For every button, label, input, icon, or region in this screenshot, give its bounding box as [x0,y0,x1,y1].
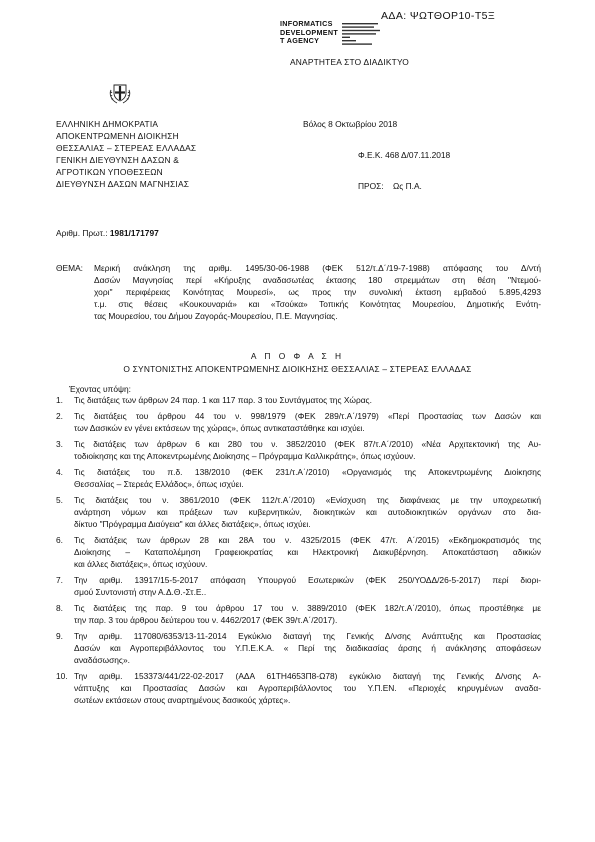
list-item-text [74,602,541,626]
subject-text [94,262,541,322]
list-item-text [74,574,541,598]
list-item-line: Τις διατάξεις του άρθρου 44 του ν. 998/1979 (ΦΕΚ 289/τ.Α΄/1979) «Περί Προστασίας των Δασών και [74,411,541,421]
list-item-line: σμού Συντονιστή στην Α.Δ.Θ.-Στ.Ε.. [74,587,207,597]
list-item [56,438,541,462]
list-item-number: 4. [56,467,63,477]
list-item-line: νάπτυξης και Προστασίας Δασών και Αγροπεριβάλλοντος του Υ.Π.ΕΝ. «Περιοχές κηρυγμένων αναδα- [74,683,541,693]
list-item-line: Τις διατάξεις των άρθρων 24 παρ. 1 και 117 παρ. 3 του Συντάγματος της Χώρας. [74,395,372,405]
having-considered-label: Έχοντας υπόψη: [69,384,131,394]
ada-code: ΑΔΑ: ΨΩΤΘΟΡ10-Τ5Ξ [381,10,496,22]
list-item [56,410,541,434]
protocol-label: Αριθμ. Πρωτ.: [56,228,108,238]
list-item-line: Την αριθμ. 13917/15-5-2017 απόφαση Υπουργού Εσωτερικών (ΦΕΚ 250/ΥΟΔΔ/26-5-2017) περί διορι- [74,575,541,585]
list-item-line: ανάρτηση νόμων και πράξεων των κυβερνητικών, διοικητικών και αυτοδιοικητικών οργάνων στο δια- [74,507,541,517]
protocol-value: 1981/171797 [109,228,159,238]
list-item-number: 7. [56,575,63,585]
list-item-line: Τις διατάξεις του π.δ. 138/2010 (ΦΕΚ 231/τ.Α΄/2010) «Οργανισμός της Αποκεντρωμένης Διοίκησης [74,467,541,477]
list-item-line: Δασών και Αγροπεριβάλλοντος του Υ.Π.Ε.Κ.Α. « Περί της διαδικασίας άρσης ή ανάκλησης αποφάσεων [74,643,541,653]
issuing-authority-block [56,118,196,190]
authority-line: ΘΕΣΣΑΛΙΑΣ – ΣΤΕΡΕΑΣ ΕΛΛΑΔΑΣ [56,143,197,153]
list-item-line: σωτέων εκτάσεων στους αναρτημένους δασικούς χάρτες». [74,695,291,705]
list-item-text [74,410,541,434]
subject-line: τ.μ. στις θέσεις «Κουκουναριά» και «Τσούκα» Τοπικής Κοινότητας Μουρεσίου, Δημοτικής Ενότη- [94,299,541,309]
list-item [56,494,541,530]
list-item [56,602,541,626]
list-item [56,630,541,666]
logo-line-3: T AGENCY [280,36,320,45]
recipient [358,180,422,192]
list-item-line: Τις διατάξεις των άρθρων 6 και 280 του ν. 3852/2010 (ΦΕΚ 87/τ.Α΄/2010) «Νέα Αρχιτεκτονική της Αυ- [74,439,541,449]
authority-line: ΕΛΛΗΝΙΚΗ ΔΗΜΟΚΡΑΤΙΑ [56,119,159,129]
list-item-line: και άλλες διατάξεις», όπως ισχύουν. [74,559,208,569]
subject-line: χορι'' περιφέρειας Κοινότητας Μουρεσί», ως προς την συνολική έκταση εμβαδού 5.895,4293 [94,287,541,297]
authority-line: ΑΠΟΚΕΝΤΡΩΜΕΝΗ ΔΙΟΙΚΗΣΗ [56,131,179,141]
list-item-text [74,494,541,530]
informatics-development-agency-logo [280,20,430,50]
list-item-text [74,630,541,666]
list-item [56,534,541,570]
list-item-text [74,466,541,490]
list-item-line: τοδιοίκησης και της Αποκεντρωμένης Διοίκησης – Πρόγραμμα Καλλικράτης», όπως ισχύουν. [74,451,416,461]
list-item-line: δίκτυο "Πρόγραμμα Διαύγεια" και άλλες διατάξεις», όπως ισχύει. [74,519,311,529]
list-item-number: 9. [56,631,63,641]
list-item-line: την παρ. 3 του άρθρου δεύτερου του ν. 4462/2017 (ΦΕΚ 39/τ.Α΄/2017). [74,615,338,625]
list-item-line: Τις διατάξεις του ν. 3861/2010 (ΦΕΚ 112/τ.Α΄/2010) «Ενίσχυση της διαφάνειας με την υποχρεωτική [74,495,541,505]
list-item-number: 5. [56,495,63,505]
authority-line: ΓΕΝΙΚΗ ΔΙΕΥΘΥΝΣΗ ΔΑΣΩΝ & [56,155,180,165]
logo-fine-print-graphic [342,22,396,50]
logo-line-2: DEVELOPMENT [280,27,339,37]
subject-line: Μερική ανάκληση της αριθμ. 1495/30-06-1988 (ΦΕΚ 512/τ.Δ΄/19-7-1988) απόφασης του Δ/ντή [94,263,541,273]
list-item [56,574,541,598]
list-item-number: 8. [56,603,63,613]
list-item-text [74,438,541,462]
list-item-number: 6. [56,535,63,545]
subject-label: ΘΕΜΑ: [56,263,83,273]
protocol-number [56,227,159,239]
posted-online-label: ΑΝΑΡΤΗΤΕΑ ΣΤΟ ΔΙΑΔΙΚΤΥΟ [290,57,410,67]
list-item-line: Την αριθμ. 153373/441/22-02-2017 (ΑΔΑ 61ΤΗ4653Π8-Ω78) εγκύκλιο διαταγή της Γενικής Δ/νσης Α- [74,671,541,681]
logo-line-1: INFORMATICS [280,19,333,28]
subject-line: τας Μουρεσίου, του Δήμου Ζαγοράς-Μουρεσίου, Π.Ε. Μαγνησίας. [94,311,338,321]
decider-title: Ο ΣΥΝΤΟΝΙΣΤΗΣ ΑΠΟΚΕΝΤΡΩΜΕΝΗΣ ΔΙΟΙΚΗΣΗΣ ΘΕΣΣΑΛΙΑΣ – ΣΤΕΡΕΑΣ ΕΛΛΑΔΑΣ [123,364,472,374]
list-item [56,466,541,490]
gazette-reference: Φ.Ε.Κ. 468 Δ/07.11.2018 [358,150,451,160]
list-item-number: 10. [56,671,68,681]
list-item-line: Τις διατάξεις των άρθρων 28 και 28Α του ν. 4325/2015 (ΦΕΚ 47/τ. Α΄/2015) «Εκδημοκρατισμός της [74,535,541,545]
list-item-line: Τις διατάξεις της παρ. 9 του άρθρου 17 του ν. 3889/2010 (ΦΕΚ 182/τ.Α΄/2010), όπως προστέθηκε με [74,603,541,613]
decision-title: Α Π Ο Φ Α Σ Η [250,351,345,361]
subject-line: Δασών Μαγνησίας περί «Κήρυξης αναδασωτέας έκτασης 180 στρεμμάτων στη θέση ''Ντεμού- [94,275,541,285]
authority-line: ΔΙΕΥΘΥΝΣΗ ΔΑΣΩΝ ΜΑΓΝΗΣΙΑΣ [56,179,190,189]
recipient-value: Ως Π.Α. [392,181,422,191]
authority-line: ΑΓΡΟΤΙΚΩΝ ΥΠΟΘΕΣΕΩΝ [56,167,163,177]
list-item-line: Διοίκησης – Καταπολέμηση Γραφειοκρατίας και Ηλεκτρονική Διακυβέρνηση. Αποκατάσταση αδικιών [74,547,541,557]
list-item-text [74,394,541,406]
recipient-label: ΠΡΟΣ: [358,181,384,191]
list-item [56,394,541,406]
list-item-number: 1. [56,395,63,405]
list-item-line: Την αριθμ. 117080/6353/13-11-2014 Εγκύκλιο διαταγή της Γενικής Δ/νσης Ανάπτυξης και Προστασίας [74,631,541,641]
list-item-text [74,670,541,706]
list-item-text [74,534,541,570]
document-date: Βόλος 8 Οκτωβρίου 2018 [303,119,398,129]
list-item-number: 3. [56,439,63,449]
considerations-list [56,394,541,710]
list-item-line: των Δασικών εν γένει εκτάσεων της χώρας», όπως αντικαταστάθηκε και ισχύει. [74,423,365,433]
list-item-line: αναδάσωσης». [74,655,130,665]
list-item-line: Θεσσαλίας – Στερεάς Ελλάδος», όπως ισχύει. [74,479,244,489]
list-item [56,670,541,706]
list-item-number: 2. [56,411,63,421]
hellenic-republic-emblem-icon [108,81,132,105]
